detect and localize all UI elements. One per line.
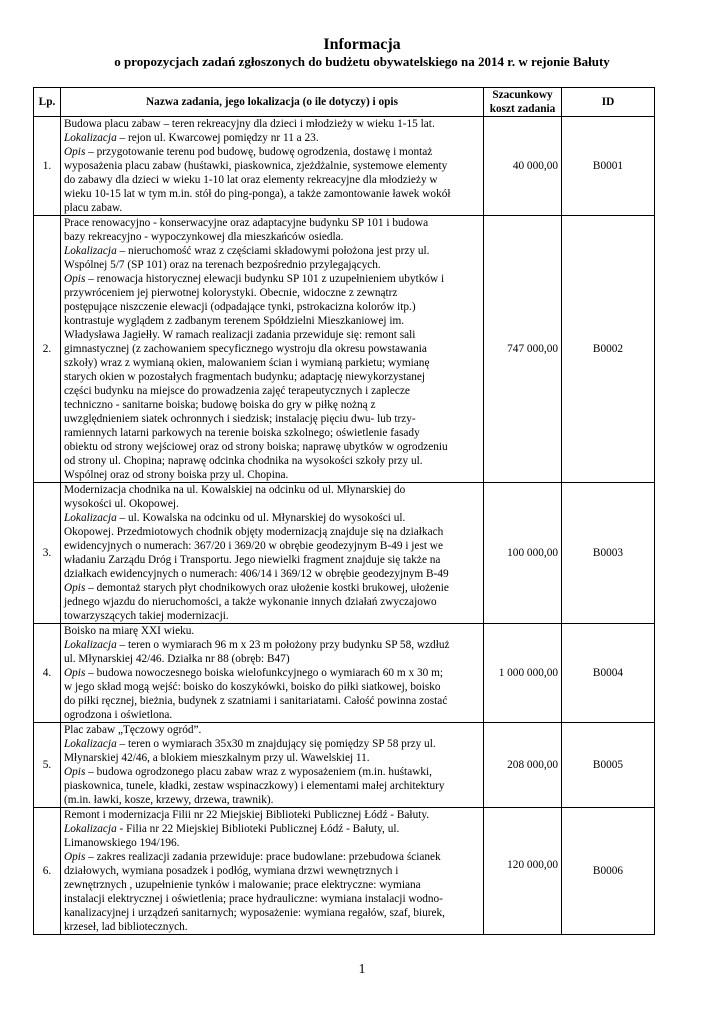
description-line <box>64 483 480 497</box>
description-line <box>64 638 480 652</box>
description-line <box>64 723 480 737</box>
row-number: 1. <box>34 117 61 216</box>
description-line <box>64 737 480 751</box>
description-text: zewnętrznych , uzupełnienie tynków i malowanie; prace elektryczne: wymiana <box>64 879 421 891</box>
description-text: – przygotowanie terenu pod budowę, budowę ogrodzenia, dostawę i montaż <box>85 146 433 158</box>
proposals-table <box>33 87 655 935</box>
estimated-cost: 120 000,00 <box>484 808 562 935</box>
description-line <box>64 173 480 187</box>
description-line <box>64 864 480 878</box>
description-text: ramiennych latarni parkowych na terenie boiska szkolnego; oświetlenie fasady <box>64 427 420 439</box>
description-text: instalacji elektrycznej i oświetlenia; prace hydrauliczne: wymiana instalacji wodno- <box>64 893 443 905</box>
estimated-cost: 40 000,00 <box>484 117 562 216</box>
table-row <box>34 117 655 216</box>
row-number: 5. <box>34 723 61 808</box>
description-line <box>64 878 480 892</box>
description-label: Lokalizacja <box>64 738 117 750</box>
description-line <box>64 694 480 708</box>
description-text: władaniu Zarządu Dróg i Transportu. Jego niewielki fragment znajduje się także na <box>64 554 441 566</box>
description-text: ogrodzona i oświetlona. <box>64 709 173 721</box>
column-header-cost <box>484 88 562 117</box>
description-text: piaskownica, tunele, kładki, zestaw wspinaczkowy) i elementami małej architektury <box>64 780 445 792</box>
description-line <box>64 609 480 623</box>
task-id: B0001 <box>562 117 655 216</box>
description-text: krzeseł, lad bibliotecznych. <box>64 921 188 933</box>
table-row <box>34 723 655 808</box>
description-text: części budynku na miejsce do prowadzenia zajęć terapeutycznych i zaplecze <box>64 385 410 397</box>
description-line <box>64 159 480 173</box>
task-id: B0002 <box>562 216 655 483</box>
table-row <box>34 808 655 935</box>
description-text: od strony ul. Chopina; naprawę odcinka chodnika na wysokości szkoły przy ul. <box>64 455 423 467</box>
row-number: 4. <box>34 624 61 723</box>
description-line <box>64 525 480 539</box>
description-line <box>64 822 480 836</box>
description-text: towarzyszących takiej modernizacji. <box>64 610 229 622</box>
description-line <box>64 272 480 286</box>
description-line <box>64 314 480 328</box>
estimated-cost: 747 000,00 <box>484 216 562 483</box>
description-text: Władysława Jagiełły. W ramach realizacji zadania przewiduje się: remont sali <box>64 329 416 341</box>
description-text: Remont i modernizacja Filii nr 22 Miejskiej Biblioteki Publicznej Łódź - Bałuty. <box>64 809 430 821</box>
description-line <box>64 920 480 934</box>
description-text: – zakres realizacji zadania przewiduje: prace budowlane: przebudowa ścianek <box>85 851 441 863</box>
estimated-cost: 1 000 000,00 <box>484 624 562 723</box>
document-subtitle: o propozycjach zadań zgłoszonych do budżetu obywatelskiego na 2014 r. w rejonie Bałuty <box>114 54 610 69</box>
description-text: ewidencyjnych o numerach: 367/20 i 369/20 w obrębie geodezyjnym B-49 i jest we <box>64 540 443 552</box>
description-line <box>64 356 480 370</box>
description-line <box>64 906 480 920</box>
description-text: – teren o wymiarach 96 m x 23 m położony przy budynku SP 58, wzdłuż <box>116 639 450 651</box>
description-label: Opis <box>64 273 86 285</box>
description-label: Opis <box>64 766 86 778</box>
estimated-cost: 208 000,00 <box>484 723 562 808</box>
description-text: Modernizacja chodnika na ul. Kowalskiej na odcinku od ul. Młynarskiej do <box>64 484 406 496</box>
description-text: Młynarskiej 42/46, a blokiem mieszkalnym przy ul. Wawelskiej 11. <box>64 752 370 764</box>
description-text: – demontaż starych płyt chodnikowych oraz ułożenie kostki brukowej, ułożenie <box>85 582 449 594</box>
row-number: 6. <box>34 808 61 935</box>
description-line <box>64 850 480 864</box>
task-id: B0005 <box>562 723 655 808</box>
description-label: Opis <box>64 667 86 679</box>
description-text: wysokości ul. Okopowej. <box>64 498 179 510</box>
description-label: Lokalizacja <box>64 639 117 651</box>
description-line <box>64 342 480 356</box>
description-line <box>64 680 480 694</box>
description-line <box>64 398 480 412</box>
description-line <box>64 258 480 272</box>
column-header-cost-line2: koszt zadania <box>489 103 556 115</box>
task-id: B0004 <box>562 624 655 723</box>
column-header-name: Nazwa zadania, jego lokalizacja (o ile dotyczy) i opis <box>61 88 484 117</box>
description-line <box>64 440 480 454</box>
description-line <box>64 117 480 131</box>
description-line <box>64 412 480 426</box>
table-row <box>34 624 655 723</box>
description-line <box>64 300 480 314</box>
column-header-cost-line1: Szacunkowy <box>492 89 553 101</box>
column-header-lp: Lp. <box>34 88 61 117</box>
description-text: kontrastuje wyglądem z zadbanym terenem Spółdzielni Mieszkaniowej im. <box>64 315 405 327</box>
description-text: jednego wjazdu do nieruchomości, a także wykonanie innych działań zwyczajowo <box>64 596 437 608</box>
description-line <box>64 187 480 201</box>
task-description <box>61 483 484 624</box>
description-label: Opis <box>64 146 86 158</box>
description-line <box>64 553 480 567</box>
description-line <box>64 567 480 581</box>
description-label: Opis <box>64 582 86 594</box>
description-text: do piłki ręcznej, bieżnia, budynek z szatniami i sanitariatami. Całość powinna zostać <box>64 695 448 707</box>
description-text: bazy rekreacyjno - wypoczynkowej dla mieszkańców osiedla. <box>64 231 344 243</box>
description-line <box>64 892 480 906</box>
description-line <box>64 511 480 525</box>
description-line <box>64 751 480 765</box>
description-text: działowych, wymiana posadzek i podłóg, wymiana drzwi wewnętrznych i <box>64 865 399 877</box>
description-text: Wspólnej oraz od strony boiska przy ul. Chopina. <box>64 469 289 481</box>
description-line <box>64 581 480 595</box>
description-line <box>64 230 480 244</box>
description-text: - Filia nr 22 Miejskiej Biblioteki Publicznej Łódź - Bałuty, ul. <box>116 823 400 835</box>
task-id: B0003 <box>562 483 655 624</box>
description-label: Lokalizacja <box>64 512 117 524</box>
description-text: wieku 10-15 lat w tym m.in. stół do ping-ponga), a także zamontowanie ławek wokół <box>64 188 451 200</box>
column-header-id: ID <box>562 88 655 117</box>
task-description <box>61 723 484 808</box>
description-text: – ul. Kowalska na odcinku od ul. Młynarskiej do wysokości ul. <box>116 512 406 524</box>
task-id: B0006 <box>562 808 655 935</box>
description-line <box>64 624 480 638</box>
description-text: do zabawy dla dzieci w wieku 1-10 lat oraz elementy rekreacyjne dla młodzieży w <box>64 174 438 186</box>
row-number: 3. <box>34 483 61 624</box>
task-description <box>61 808 484 935</box>
description-line <box>64 370 480 384</box>
description-text: – rejon ul. Kwarcowej pomiędzy nr 11 a 23. <box>116 132 319 144</box>
description-text: – budowa nowoczesnego boiska wielofunkcyjnego o wymiarach 60 m x 30 m; <box>85 667 443 679</box>
description-line <box>64 131 480 145</box>
description-line <box>64 836 480 850</box>
description-label: Opis <box>64 851 86 863</box>
description-text: Boisko na miarę XXI wieku. <box>64 625 195 637</box>
description-label: Lokalizacja <box>64 245 117 257</box>
description-text: Limanowskiego 194/196. <box>64 837 180 849</box>
description-line <box>64 145 480 159</box>
description-text: działkach ewidencyjnych o numerach: 406/14 i 369/12 w obrębie geodezyjnym B-49 <box>64 568 449 580</box>
description-line <box>64 454 480 468</box>
table-row <box>34 216 655 483</box>
description-text: starych okien w pozostałych fragmentach budynku; adaptację niewykorzystanej <box>64 371 426 383</box>
description-text: placu zabaw. <box>64 202 123 214</box>
description-text: Plac zabaw „Tęczowy ogród”. <box>64 724 202 736</box>
description-line <box>64 216 480 230</box>
page-number: 1 <box>358 962 366 977</box>
description-line <box>64 244 480 258</box>
description-line <box>64 426 480 440</box>
description-line <box>64 286 480 300</box>
description-line <box>64 201 480 215</box>
description-line <box>64 779 480 793</box>
description-text: przywróceniem jej pierwotnej kolorystyki. Obecnie, widoczne z zewnątrz <box>64 287 398 299</box>
description-text: uwzględnieniem siatek ochronnych i siedzisk; instalację pięciu dwu- lub trzy- <box>64 413 416 425</box>
description-text: Wspólnej 5/7 (SP 101) oraz na terenach bezpośrednio przylegających. <box>64 259 381 271</box>
row-number: 2. <box>34 216 61 483</box>
description-label: Lokalizacja <box>64 823 117 835</box>
description-text: Prace renowacyjno - konserwacyjne oraz adaptacyjne budynku SP 101 i budowa <box>64 217 429 229</box>
description-line <box>64 384 480 398</box>
task-description <box>61 216 484 483</box>
description-text: techniczno - sanitarne boiska; budowę boiska do gry w piłkę nożną z <box>64 399 376 411</box>
description-line <box>64 808 480 822</box>
description-line <box>64 666 480 680</box>
description-line <box>64 793 480 807</box>
task-description <box>61 624 484 723</box>
description-line <box>64 765 480 779</box>
description-label: Lokalizacja <box>64 132 117 144</box>
description-line <box>64 539 480 553</box>
description-text: Budowa placu zabaw – teren rekreacyjny dla dzieci i młodzieży w wieku 1-15 lat. <box>64 118 435 130</box>
table-header-row <box>34 88 655 117</box>
task-description <box>61 117 484 216</box>
description-line <box>64 708 480 722</box>
description-text: wyposażenia placu zabaw (huśtawki, piaskownica, zjeżdżalnie, systemowe elementy <box>64 160 448 172</box>
description-text: ul. Młynarskiej 42/46. Działka nr 88 (obręb: B47) <box>64 653 290 665</box>
description-text: Okopowej. Przedmiotowych chodnik objęty modernizacją znajduje się na działkach <box>64 526 444 538</box>
description-text: w jego skład mogą wejść: boisko do koszykówki, boisko do piłki siatkowej, boisko <box>64 681 441 693</box>
description-text: gimnastycznej (z zachowaniem specyficznego wystroju dla okresu powstawania <box>64 343 427 355</box>
description-line <box>64 328 480 342</box>
document-title: Informacja <box>323 36 401 53</box>
description-line <box>64 468 480 482</box>
description-text: – budowa ogrodzonego placu zabaw wraz z wyposażeniem (m.in. huśtawki, <box>85 766 432 778</box>
description-text: kanalizacyjnej i urządzeń sanitarnych; wyposażenie: wymiana regałów, szaf, biurek, <box>64 907 445 919</box>
table-row <box>34 483 655 624</box>
description-text: obiektu od strony wejściowej oraz od strony boiska; naprawę ubytków w ogrodzeniu <box>64 441 448 453</box>
description-text: (m.in. ławki, kosze, krzewy, drzewa, trawnik). <box>64 794 274 806</box>
estimated-cost: 100 000,00 <box>484 483 562 624</box>
description-line <box>64 595 480 609</box>
description-text: – teren o wymiarach 35x30 m znajdujący się pomiędzy SP 58 przy ul. <box>116 738 436 750</box>
description-text: postępujące niszczenie elewacji (odpadające tynki, pstrokacizna kolorów itp.) <box>64 301 416 313</box>
description-text: – nieruchomość wraz z częściami składowymi położona jest przy ul. <box>116 245 430 257</box>
description-line <box>64 652 480 666</box>
description-text: – renowacja historycznej elewacji budynku SP 101 z uzupełnieniem ubytków i <box>85 273 445 285</box>
description-text: szkoły) wraz z wymianą okien, malowaniem ścian i wymianą parkietu; wymianę <box>64 357 430 369</box>
description-line <box>64 497 480 511</box>
